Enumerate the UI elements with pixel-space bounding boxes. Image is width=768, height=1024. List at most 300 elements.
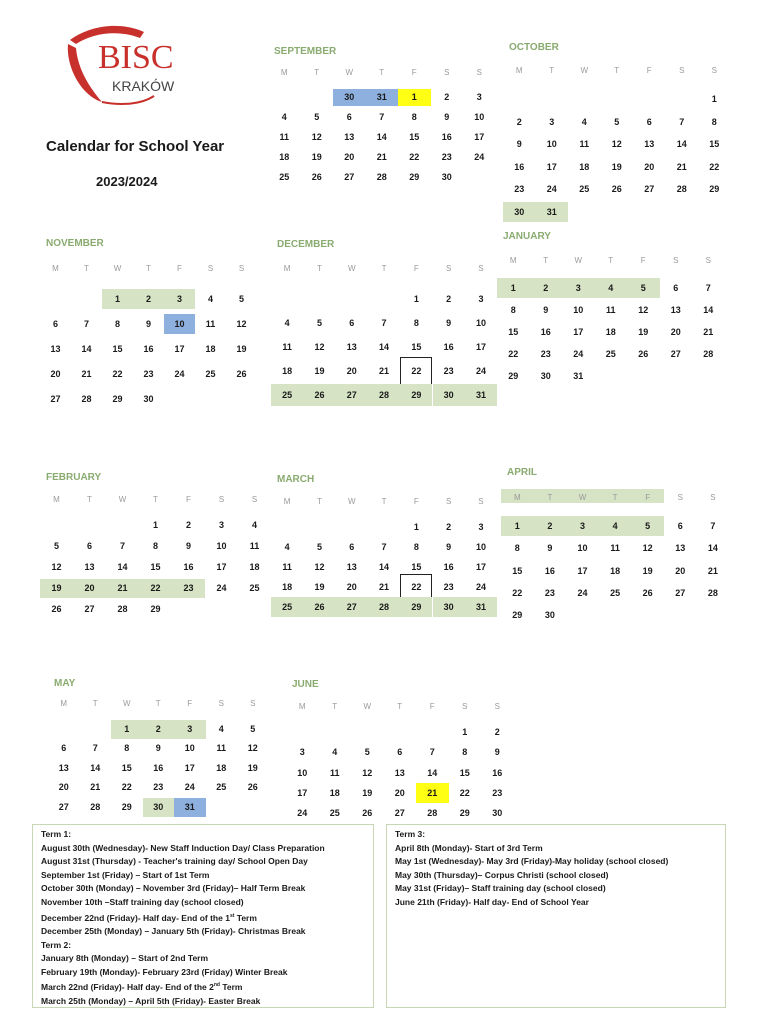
calendar-day: 9 [494, 747, 500, 758]
calendar-day: 18 [329, 787, 340, 798]
weekday-label: M [509, 256, 517, 265]
calendar-day: 24 [184, 782, 195, 792]
weekday-label: W [113, 264, 122, 273]
calendar-day: 7 [119, 540, 125, 551]
calendar-day: 27 [50, 394, 61, 404]
month-title-april: APRIL [507, 467, 537, 478]
calendar-day: 7 [83, 319, 89, 329]
calendar-day: 22 [512, 587, 523, 598]
calendar-day: 6 [349, 542, 355, 552]
calendar-day: 5 [316, 542, 322, 552]
weekday-label: M [283, 264, 291, 273]
calendar-day: 1 [462, 727, 468, 737]
calendar-day: 10 [216, 540, 227, 551]
calendar-day: 13 [670, 305, 681, 315]
calendar-day: 2 [530, 278, 563, 298]
calendar-day: 8 [711, 116, 717, 127]
note-line: Term 2: [41, 939, 72, 950]
calendar-day: 9 [547, 543, 553, 554]
calendar-day: 29 [400, 384, 432, 406]
note-line: May 31st (Friday)– Staff training day (school closed) [395, 883, 606, 894]
calendar-day: 7 [379, 111, 385, 122]
calendar-day: 13 [346, 342, 357, 352]
weekday-label: F [413, 264, 419, 273]
calendar-day: 30 [503, 202, 536, 222]
weekday-label: F [411, 68, 417, 77]
weekday-label: M [283, 497, 291, 506]
weekday-label: S [251, 495, 258, 504]
calendar-day: 15 [150, 561, 161, 572]
calendar-day: 18 [282, 582, 293, 592]
calendar-day: 28 [707, 587, 718, 598]
calendar-day: 18 [279, 151, 290, 162]
calendar-day: 2 [133, 289, 164, 309]
month-title-may: MAY [54, 678, 76, 689]
weekday-label: F [640, 256, 646, 265]
calendar-day: 5 [314, 111, 320, 122]
calendar-day: 9 [446, 542, 452, 552]
calendar-day: 8 [411, 111, 417, 122]
calendar-day: 21 [703, 327, 714, 337]
calendar-day: 6 [646, 116, 652, 127]
calendar-day: 3 [478, 294, 484, 304]
weekday-label: S [445, 497, 452, 506]
calendar-day: 18 [249, 561, 260, 572]
calendar-day: 8 [114, 319, 120, 329]
weekday-label: T [547, 493, 553, 502]
calendar-day: 4 [218, 723, 224, 734]
calendar-day: 14 [676, 139, 687, 149]
weekday-label: S [444, 68, 450, 77]
calendar-day: 28 [368, 384, 400, 406]
weekday-label: T [92, 699, 98, 708]
calendar-day: 16 [441, 131, 452, 142]
month-title-november: NOVEMBER [46, 238, 104, 249]
calendar-day: 15 [121, 762, 132, 773]
calendar-day: 10 [546, 139, 557, 149]
weekday-label: T [614, 66, 620, 75]
calendar-day: 28 [90, 801, 101, 812]
calendar-day: 13 [50, 344, 61, 354]
calendar-day: 10 [184, 743, 195, 753]
calendar-day: 7 [705, 283, 711, 293]
calendar-day: 16 [540, 327, 551, 337]
weekday-label: T [608, 256, 614, 265]
note-line: March 22nd (Friday)- Half day- End of the 2nd Term [41, 982, 243, 993]
calendar-day: 15 [508, 327, 519, 337]
weekday-label: T [87, 495, 92, 504]
logo-text: BISC [98, 39, 174, 76]
calendar-day: 20 [644, 161, 655, 172]
weekday-label: T [314, 68, 320, 77]
weekday-label: S [478, 497, 484, 506]
calendar-day: 16 [544, 565, 555, 576]
weekday-label: F [187, 699, 193, 708]
calendar-day: 10 [573, 305, 584, 315]
calendar-day: 21 [416, 783, 449, 803]
calendar-day: 16 [143, 344, 154, 354]
calendar-day: 10 [577, 543, 588, 554]
weekday-label: S [705, 256, 711, 265]
calendar-day: 15 [409, 131, 420, 142]
calendar-day: 5 [364, 747, 370, 758]
calendar-day: 13 [344, 131, 355, 142]
note-line: November 10th –Staff training day (school closed) [41, 896, 244, 907]
calendar-day: 1 [413, 294, 419, 304]
calendar-day: 12 [638, 305, 649, 315]
note-line: Term 1: [41, 829, 72, 839]
calendar-day: 14 [703, 305, 714, 315]
calendar-day: 1 [711, 94, 717, 104]
calendar-day: 26 [236, 369, 247, 379]
calendar-day: 5 [238, 294, 244, 304]
calendar-day: 27 [670, 349, 681, 359]
weekday-label: S [478, 264, 484, 273]
calendar-day: 29 [150, 603, 161, 614]
calendar-day: 12 [314, 342, 325, 352]
calendar-day: 3 [299, 747, 305, 758]
calendar-day: 18 [579, 161, 590, 172]
calendar-day: 23 [153, 782, 164, 792]
calendar-day: 23 [441, 151, 452, 162]
calendar-day: 6 [397, 747, 403, 758]
calendar-day: 21 [106, 579, 139, 598]
calendar-day: 2 [534, 516, 567, 536]
weekday-label: T [332, 702, 338, 711]
calendar-day: 10 [475, 542, 486, 552]
calendar-day: 24 [297, 808, 308, 819]
calendar-day: 11 [216, 743, 226, 753]
calendar-day: 25 [216, 782, 227, 792]
weekday-label: S [677, 493, 683, 502]
calendar-day: 12 [51, 561, 62, 572]
calendar-day: 21 [379, 582, 390, 592]
calendar-day: 13 [84, 561, 95, 572]
month-title-october: OCTOBER [509, 42, 559, 53]
calendar-day: 2 [444, 91, 450, 102]
calendar-day: 29 [709, 184, 720, 194]
calendar-day: 30 [544, 610, 555, 621]
calendar-day: 11 [610, 543, 620, 554]
weekday-label: S [476, 68, 482, 77]
calendar-day: 4 [284, 542, 290, 552]
calendar-day: 7 [679, 116, 685, 127]
calendar-day: 3 [478, 522, 484, 532]
calendar-day: 30 [143, 394, 154, 404]
weekday-label: M [52, 264, 59, 273]
calendar-day: 17 [174, 344, 185, 354]
calendar-day: 25 [271, 384, 303, 406]
calendar-day: 15 [512, 565, 523, 576]
calendar-day: 23 [492, 787, 503, 798]
calendar-day: 26 [303, 384, 335, 406]
calendar-day: 30 [492, 808, 503, 819]
weekday-label: S [679, 66, 685, 75]
weekday-label: F [177, 264, 182, 273]
calendar-day: 23 [514, 184, 525, 194]
calendar-day: 26 [51, 603, 62, 614]
calendar-day: 14 [117, 561, 128, 572]
note-line: September 1st (Friday) – Start of 1st Term [41, 869, 210, 880]
calendar-day: 11 [579, 139, 589, 149]
calendar-day: 27 [344, 171, 355, 182]
calendar-day: 16 [492, 767, 503, 778]
calendar-day: 11 [282, 342, 292, 352]
weekday-label: W [347, 264, 356, 273]
calendar-day: 31 [573, 371, 584, 381]
school-year: 2023/2024 [96, 174, 158, 189]
calendar-day: 3 [562, 278, 595, 298]
weekday-label: W [122, 699, 131, 708]
month-title-december: DECEMBER [277, 239, 335, 250]
calendar-day: 23 [443, 582, 454, 592]
calendar-day: 19 [236, 344, 247, 354]
calendar-day: 27 [644, 184, 655, 194]
calendar-day: 17 [216, 561, 227, 572]
calendar-day: 8 [413, 542, 419, 552]
calendar-day: 14 [379, 562, 390, 572]
weekday-label: T [316, 497, 322, 506]
calendar-day: 24 [577, 587, 588, 598]
calendar-day: 2 [494, 727, 500, 737]
calendar-day: 29 [508, 371, 519, 381]
weekday-label: T [381, 264, 387, 273]
calendar-day: 21 [676, 161, 687, 172]
calendar-day: 9 [516, 139, 522, 149]
term-notes-right [386, 824, 726, 1008]
weekday-label: W [118, 495, 127, 504]
calendar-day: 9 [446, 318, 452, 328]
calendar-day: 12 [247, 743, 258, 753]
calendar-day: 18 [605, 327, 616, 337]
calendar-day: 14 [379, 342, 390, 352]
calendar-day: 9 [145, 319, 151, 329]
calendar-day: 3 [218, 519, 224, 530]
calendar-day: 16 [443, 562, 454, 572]
calendar-day: 17 [474, 131, 485, 142]
weekday-label: S [710, 493, 716, 502]
calendar-day: 25 [279, 171, 290, 182]
weekday-label: M [280, 68, 288, 77]
calendar-day: 28 [117, 603, 128, 614]
calendar-day: 10 [474, 111, 485, 122]
calendar-day: 26 [638, 349, 649, 359]
weekday-label: W [345, 68, 354, 77]
weekday-label: F [186, 495, 191, 504]
weekday-label: F [645, 493, 651, 502]
calendar-day: 22 [409, 151, 420, 162]
calendar-day: 31 [174, 798, 206, 817]
weekday-label: T [146, 264, 151, 273]
calendar-day: 18 [205, 344, 216, 354]
calendar-day: 23 [443, 366, 454, 376]
calendar-day: 24 [474, 151, 485, 162]
calendar-day: 11 [605, 305, 616, 315]
calendar-day: 6 [52, 319, 58, 329]
calendar-day: 26 [311, 171, 322, 182]
calendar-day: 6 [349, 318, 355, 328]
calendar-day: 24 [475, 366, 486, 376]
calendar-day: 15 [411, 342, 422, 352]
weekday-label: M [298, 702, 306, 711]
calendar-day: 6 [673, 283, 679, 293]
calendar-day: 15 [459, 767, 470, 778]
calendar-day: 20 [670, 327, 681, 337]
calendar-day: 26 [303, 597, 335, 617]
calendar-day: 8 [152, 540, 158, 551]
calendar-day: 22 [121, 782, 132, 792]
calendar-day: 25 [610, 587, 621, 598]
month-title-march: MARCH [277, 474, 315, 485]
calendar-day: 31 [465, 597, 497, 617]
calendar-day: 14 [707, 543, 718, 554]
calendar-day: 26 [362, 808, 373, 819]
weekday-label: S [445, 264, 452, 273]
weekday-label: W [347, 497, 356, 506]
calendar-day: 20 [346, 366, 357, 376]
month-title-september: SEPTEMBER [274, 46, 337, 57]
weekday-label: S [238, 264, 245, 273]
calendar-day: 28 [427, 808, 438, 819]
note-line: March 25th (Monday) – April 5th (Friday)- Easter Break [41, 995, 261, 1006]
calendar-day: 27 [394, 808, 405, 819]
month-title-june: JUNE [292, 679, 319, 690]
calendar-day: 10 [475, 318, 486, 328]
calendar-day: 28 [376, 171, 387, 182]
calendar-day: 19 [311, 151, 322, 162]
note-line: June 21th (Friday)- Half day- End of School Year [395, 896, 589, 907]
weekday-label: T [612, 493, 618, 502]
calendar-day: 7 [381, 542, 387, 552]
calendar-day: 9 [155, 743, 161, 753]
calendar-day: 29 [409, 171, 420, 182]
calendar-day: 5 [250, 723, 256, 734]
calendar-day: 25 [329, 808, 340, 819]
calendar-day: 28 [703, 349, 714, 359]
weekday-label: W [578, 493, 587, 502]
calendar-day: 8 [413, 318, 419, 328]
calendar-day: 7 [381, 318, 387, 328]
term-notes-left [32, 824, 374, 1008]
calendar-day: 11 [279, 131, 289, 142]
weekday-label: F [413, 497, 419, 506]
weekday-label: F [429, 702, 435, 711]
calendar-day: 15 [709, 139, 720, 149]
weekday-label: S [218, 495, 225, 504]
calendar-day: 20 [58, 782, 69, 792]
school-logo [62, 18, 202, 108]
note-line: August 31st (Thursday) - Teacher's training day/ School Open Day [41, 856, 308, 867]
calendar-day: 2 [516, 116, 522, 127]
weekday-label: M [513, 493, 521, 502]
calendar-day: 4 [332, 747, 338, 758]
calendar-day: 29 [121, 801, 132, 812]
calendar-day: 19 [40, 579, 73, 598]
calendar-day: 20 [394, 787, 405, 798]
weekday-label: S [462, 702, 468, 711]
calendar-day: 26 [642, 587, 653, 598]
calendar-day: 20 [346, 582, 357, 592]
calendar-day: 19 [314, 582, 325, 592]
calendar-day: 19 [362, 787, 373, 798]
calendar-day: 20 [675, 565, 686, 576]
calendar-day: 24 [475, 582, 486, 592]
calendar-day: 12 [311, 131, 322, 142]
calendar-day: 4 [251, 519, 257, 530]
calendar-day: 22 [508, 349, 519, 359]
calendar-day: 30 [433, 384, 465, 406]
calendar-day: 1 [398, 89, 431, 106]
calendar-day: 22 [709, 161, 720, 172]
calendar-day: 1 [111, 720, 143, 739]
calendar-day: 5 [614, 116, 620, 127]
calendar-day: 16 [443, 342, 454, 352]
calendar-day: 24 [216, 582, 227, 593]
calendar-day: 4 [595, 278, 628, 298]
calendar-day: 13 [644, 139, 655, 149]
calendar-day: 3 [174, 720, 206, 739]
calendar-day: 14 [81, 344, 92, 354]
note-line: August 30th (Wednesday)- New Staff Induction Day/ Class Preparation [41, 842, 325, 853]
calendar-day: 13 [394, 767, 405, 778]
calendar-day: 2 [446, 522, 452, 532]
calendar-day: 25 [205, 369, 216, 379]
weekday-label: T [397, 702, 403, 711]
calendar-day: 13 [675, 543, 686, 554]
calendar-day: 13 [346, 562, 357, 572]
calendar-day: 8 [124, 743, 130, 753]
note-line: May 30th (Thursday)– Corpus Christi (school closed) [395, 869, 609, 880]
calendar-day: 19 [314, 366, 325, 376]
calendar-day: 25 [579, 184, 590, 194]
month-title-february: FEBRUARY [46, 472, 102, 483]
calendar-day: 2 [446, 294, 452, 304]
calendar-day: 3 [566, 516, 599, 536]
calendar-day: 20 [50, 369, 61, 379]
calendar-day: 23 [544, 587, 555, 598]
calendar-day: 10 [164, 314, 195, 334]
calendar-day: 9 [444, 111, 450, 122]
calendar-day: 14 [376, 131, 387, 142]
calendar-day: 27 [336, 384, 368, 406]
calendar-day: 11 [249, 540, 260, 551]
calendar-day: 22 [139, 579, 172, 598]
calendar-day: 17 [577, 565, 588, 576]
weekday-label: S [711, 66, 717, 75]
logo-book-icon [62, 18, 202, 108]
calendar-day: 25 [271, 597, 303, 617]
calendar-day: 31 [465, 384, 497, 406]
calendar-day: 26 [247, 782, 258, 792]
calendar-day: 30 [441, 171, 452, 182]
calendar-day: 14 [90, 762, 101, 773]
calendar-day: 27 [84, 603, 95, 614]
month-title-january: JANUARY [503, 231, 551, 242]
calendar-day: 22 [459, 787, 470, 798]
weekday-label: S [250, 699, 256, 708]
calendar-day: 23 [172, 579, 205, 598]
calendar-day: 30 [143, 798, 175, 817]
calendar-day: 24 [546, 184, 557, 194]
calendar-day: 31 [536, 202, 569, 222]
weekday-label: W [363, 702, 372, 711]
calendar-day: 1 [152, 519, 158, 530]
calendar-day: 28 [676, 184, 687, 194]
calendar-day: 21 [90, 782, 101, 792]
calendar-day: 4 [581, 116, 587, 127]
calendar-day: 9 [543, 305, 549, 315]
calendar-day: 19 [642, 565, 653, 576]
